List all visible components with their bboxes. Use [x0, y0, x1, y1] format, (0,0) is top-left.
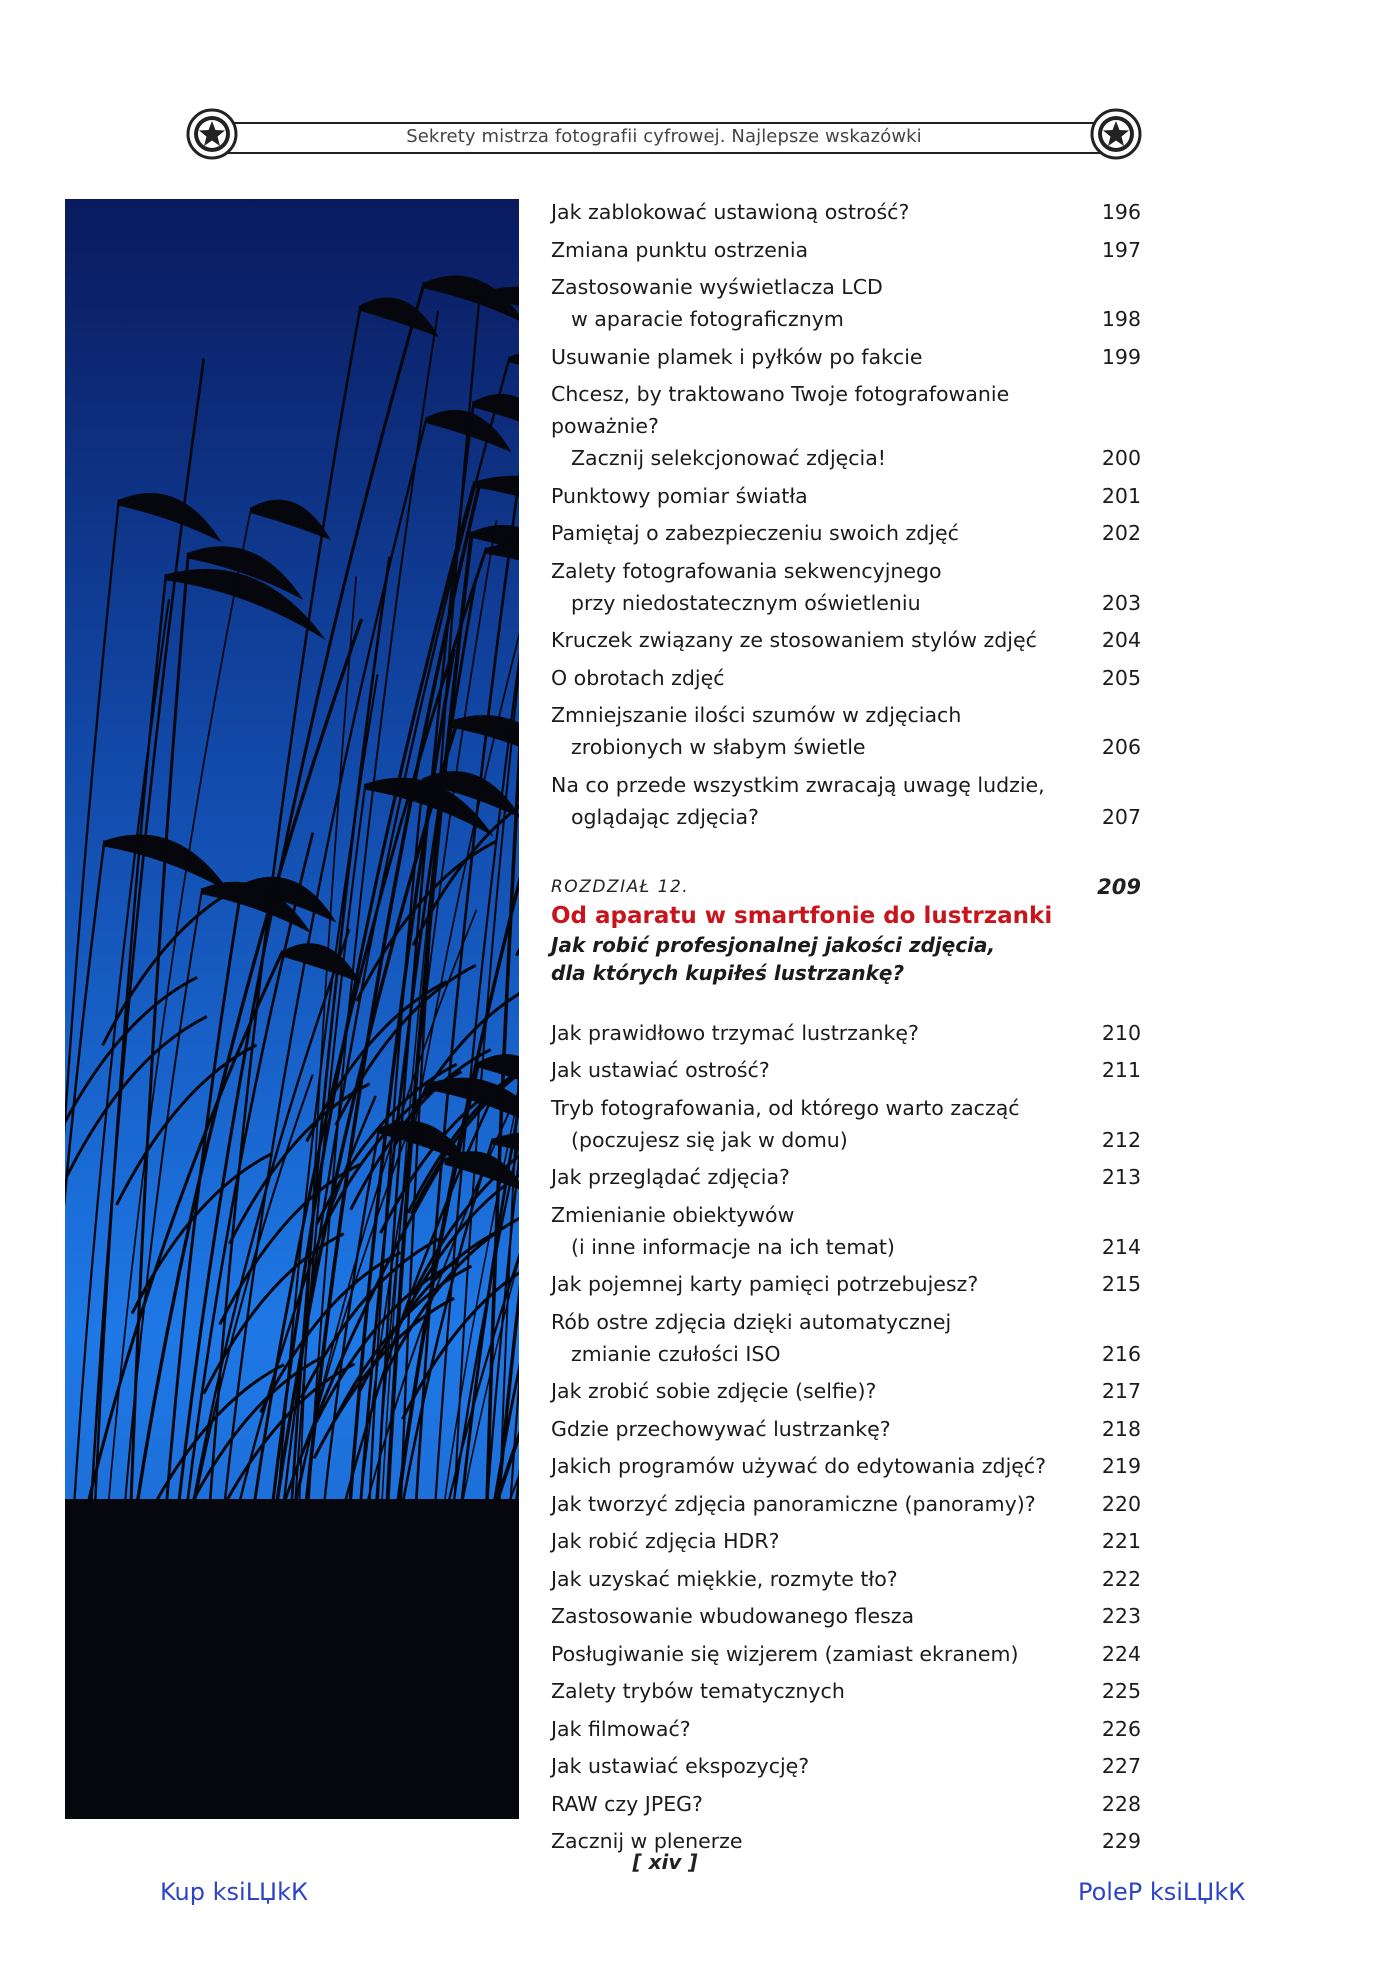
toc-entry-title: Zmienianie obiektywów: [551, 1202, 795, 1227]
toc-section-before: [551, 196, 1141, 833]
toc-entry-title: Jak ustawiać ekspozycję?: [551, 1754, 810, 1778]
toc-entry-page: 201: [1101, 483, 1141, 508]
toc-entry-page: 213: [1101, 1165, 1141, 1189]
toc-entry[interactable]: [551, 480, 1141, 512]
chapter-title: Od aparatu w smartfonie do lustrzanki: [551, 902, 1053, 929]
toc-entry-page: 226: [1101, 1716, 1141, 1741]
toc-entry-title: Jak ustawiać ostrość?: [551, 1058, 770, 1082]
toc-entry-page: 221: [1101, 1529, 1141, 1553]
toc-entry-title: Rób ostre zdjęcia dzięki automatycznej: [551, 1309, 952, 1334]
toc-entry-page: 229: [1101, 1829, 1141, 1853]
toc-entry-page: 218: [1101, 1416, 1141, 1441]
toc-entry-title: Usuwanie plamek i pyłków po fakcie: [551, 344, 923, 369]
toc-entry-title: w aparacie fotograficznym: [571, 307, 844, 331]
toc-entry-title: Gdzie przechowywać lustrzankę?: [551, 1416, 891, 1441]
toc-entry-title: (poczujesz się jak w domu): [571, 1127, 848, 1152]
toc-entry-page: 228: [1101, 1791, 1141, 1816]
toc-entry-title: Kruczek związany ze stosowaniem stylów zdjęć: [551, 628, 1037, 652]
buy-book-link[interactable]: Kup ksiLЏkК: [160, 1878, 309, 1906]
toc-entry-title: Jakich programów używać do edytowania zdjęć?: [551, 1454, 1047, 1478]
toc-entry[interactable]: [551, 1199, 1141, 1263]
toc-entry-page: 227: [1101, 1754, 1141, 1778]
toc-entry[interactable]: [551, 1413, 1141, 1445]
toc-entry[interactable]: [551, 662, 1141, 694]
toc-entry-title: oglądając zdjęcia?: [571, 804, 759, 829]
toc-entry-page: 202: [1101, 521, 1141, 545]
star-emblem-icon: [1090, 108, 1142, 160]
toc-entry-page: 217: [1101, 1379, 1141, 1403]
reed-grass-photo: [65, 199, 519, 1819]
toc-entry[interactable]: [551, 1017, 1141, 1049]
toc-entry-page: 207: [1101, 804, 1141, 829]
toc-entry-title: Tryb fotografowania, od którego warto zacząć: [551, 1095, 1020, 1120]
toc-entry[interactable]: [551, 1600, 1141, 1632]
toc-entry-title: Zmniejszanie ilości szumów w zdjęciach: [551, 703, 962, 727]
chapter-subtitle-line: Jak robić profesjonalnej jakości zdjęcia,: [551, 932, 996, 957]
toc-entry-title: Posługiwanie się wizjerem (zamiast ekranem): [551, 1641, 1019, 1666]
toc-entry-page: 211: [1101, 1058, 1141, 1082]
toc-entry-title: Jak robić zdjęcia HDR?: [551, 1529, 780, 1553]
toc-entry-page: 203: [1101, 590, 1141, 615]
toc-entry-title: Jak przeglądać zdjęcia?: [551, 1165, 790, 1189]
toc-entry-title: Punktowy pomiar światła: [551, 483, 808, 508]
toc-entry[interactable]: [551, 1092, 1141, 1156]
toc-entry-page: 214: [1101, 1234, 1141, 1259]
toc-entry-page: 212: [1101, 1127, 1141, 1152]
reed-grass-silhouette: [65, 199, 519, 1819]
toc-entry-page: 206: [1101, 735, 1141, 759]
toc-entry-title: Chcesz, by traktowano Twoje fotografowanie poważnie?: [551, 382, 1010, 438]
toc-entry-page: 216: [1101, 1341, 1141, 1366]
toc-entry-page: 205: [1101, 665, 1141, 690]
toc-entry[interactable]: [551, 196, 1141, 228]
toc-entry[interactable]: [551, 271, 1141, 335]
toc-entry-title: Jak pojemnej karty pamięci potrzebujesz?: [551, 1272, 979, 1296]
toc-entry-title: Jak zrobić sobie zdjęcie (selfie)?: [551, 1379, 877, 1403]
toc-entry[interactable]: [551, 1450, 1141, 1482]
toc-entry[interactable]: [551, 1268, 1141, 1300]
toc-entry[interactable]: [551, 1788, 1141, 1820]
toc-entry[interactable]: [551, 699, 1141, 763]
toc-entry-title: Jak uzyskać miękkie, rozmyte tło?: [551, 1566, 898, 1591]
toc-entry[interactable]: [551, 1750, 1141, 1782]
toc-section-after: [551, 1017, 1141, 1858]
toc-entry-title: Zacznij w plenerze: [551, 1829, 743, 1853]
toc-entry-page: 196: [1101, 200, 1141, 224]
toc-entry-page: 197: [1101, 237, 1141, 262]
chapter-page: 209: [1097, 874, 1141, 899]
toc-entry[interactable]: [551, 517, 1141, 549]
toc-entry-page: 198: [1101, 307, 1141, 331]
toc-entry-title: Zastosowanie wbudowanego flesza: [551, 1604, 915, 1628]
toc-entry[interactable]: [551, 1525, 1141, 1557]
toc-entry[interactable]: [551, 769, 1141, 833]
toc-entry-page: 219: [1101, 1454, 1141, 1478]
toc-entry-title: Zalety trybów tematycznych: [551, 1679, 845, 1703]
toc-entry-page: 222: [1101, 1566, 1141, 1591]
chapter-heading: [551, 873, 1141, 987]
toc-entry-title: zrobionych w słabym świetle: [571, 735, 866, 759]
toc-entry-title: Zacznij selekcjonować zdjęcia!: [571, 446, 886, 470]
toc-entry[interactable]: [551, 1375, 1141, 1407]
chapter-label: ROZDZIAŁ 12.: [551, 876, 690, 897]
toc-entry-title: zmianie czułości ISO: [571, 1341, 781, 1366]
toc-entry-title: Zastosowanie wyświetlacza LCD: [551, 275, 883, 299]
running-header: [186, 118, 1142, 156]
toc-entry-page: 210: [1101, 1020, 1141, 1045]
toc-entry-page: 223: [1101, 1604, 1141, 1628]
page-folio: [ xiv ]: [632, 1850, 698, 1874]
toc-entry-page: 215: [1101, 1272, 1141, 1296]
toc-entry-title: Pamiętaj o zabezpieczeniu swoich zdjęć: [551, 521, 959, 545]
toc-entry-title: przy niedostatecznym oświetleniu: [571, 590, 921, 615]
toc-entry[interactable]: [551, 624, 1141, 656]
toc-entry-title: Jak zablokować ustawioną ostrość?: [551, 200, 910, 224]
toc-entry[interactable]: [551, 341, 1141, 373]
chapter-subtitle-line: dla których kupiłeś lustrzankę?: [551, 960, 905, 985]
toc-entry-title: Jak prawidłowo trzymać lustrzankę?: [551, 1020, 919, 1045]
toc-entry[interactable]: [551, 1054, 1141, 1086]
ground-silhouette: [65, 1499, 519, 1819]
toc-entry-title: Jak filmować?: [551, 1716, 691, 1741]
toc-entry[interactable]: [551, 555, 1141, 619]
chapter-subtitle: [551, 931, 1141, 987]
toc-entry-title: Zmiana punktu ostrzenia: [551, 237, 809, 262]
toc-entry-page: 204: [1101, 628, 1141, 652]
toc-entry[interactable]: [551, 1563, 1141, 1595]
toc-entry-title: Jak tworzyć zdjęcia panoramiczne (panoramy)?: [551, 1491, 1036, 1516]
toc-entry-title: (i inne informacje na ich temat): [571, 1234, 895, 1259]
toc-entry-page: 220: [1101, 1491, 1141, 1516]
recommend-book-link[interactable]: PoleР ksiLЏkК: [1078, 1878, 1246, 1906]
toc-entry-page: 199: [1101, 344, 1141, 369]
toc-entry[interactable]: [551, 1488, 1141, 1520]
toc-entry-page: 224: [1101, 1641, 1141, 1666]
toc-entry[interactable]: [551, 234, 1141, 266]
toc-entry-title: O obrotach zdjęć: [551, 665, 725, 690]
toc-entry-page: 225: [1101, 1679, 1141, 1703]
toc-entry-title: Zalety fotografowania sekwencyjnego: [551, 558, 942, 583]
toc-entry[interactable]: [551, 1638, 1141, 1670]
toc-entry[interactable]: [551, 1675, 1141, 1707]
toc-entry-page: 200: [1101, 446, 1141, 470]
header-title: Sekrety mistrza fotografii cyfrowej. Najlepsze wskazówki: [406, 126, 922, 147]
toc-entry[interactable]: [551, 1161, 1141, 1193]
toc-entry[interactable]: [551, 378, 1141, 474]
toc-entry-title: Na co przede wszystkim zwracają uwagę ludzie,: [551, 772, 1045, 797]
toc-entry[interactable]: [551, 1306, 1141, 1370]
toc-entry-title: RAW czy JPEG?: [551, 1791, 703, 1816]
table-of-contents: [551, 196, 1141, 1863]
toc-entry[interactable]: [551, 1713, 1141, 1745]
